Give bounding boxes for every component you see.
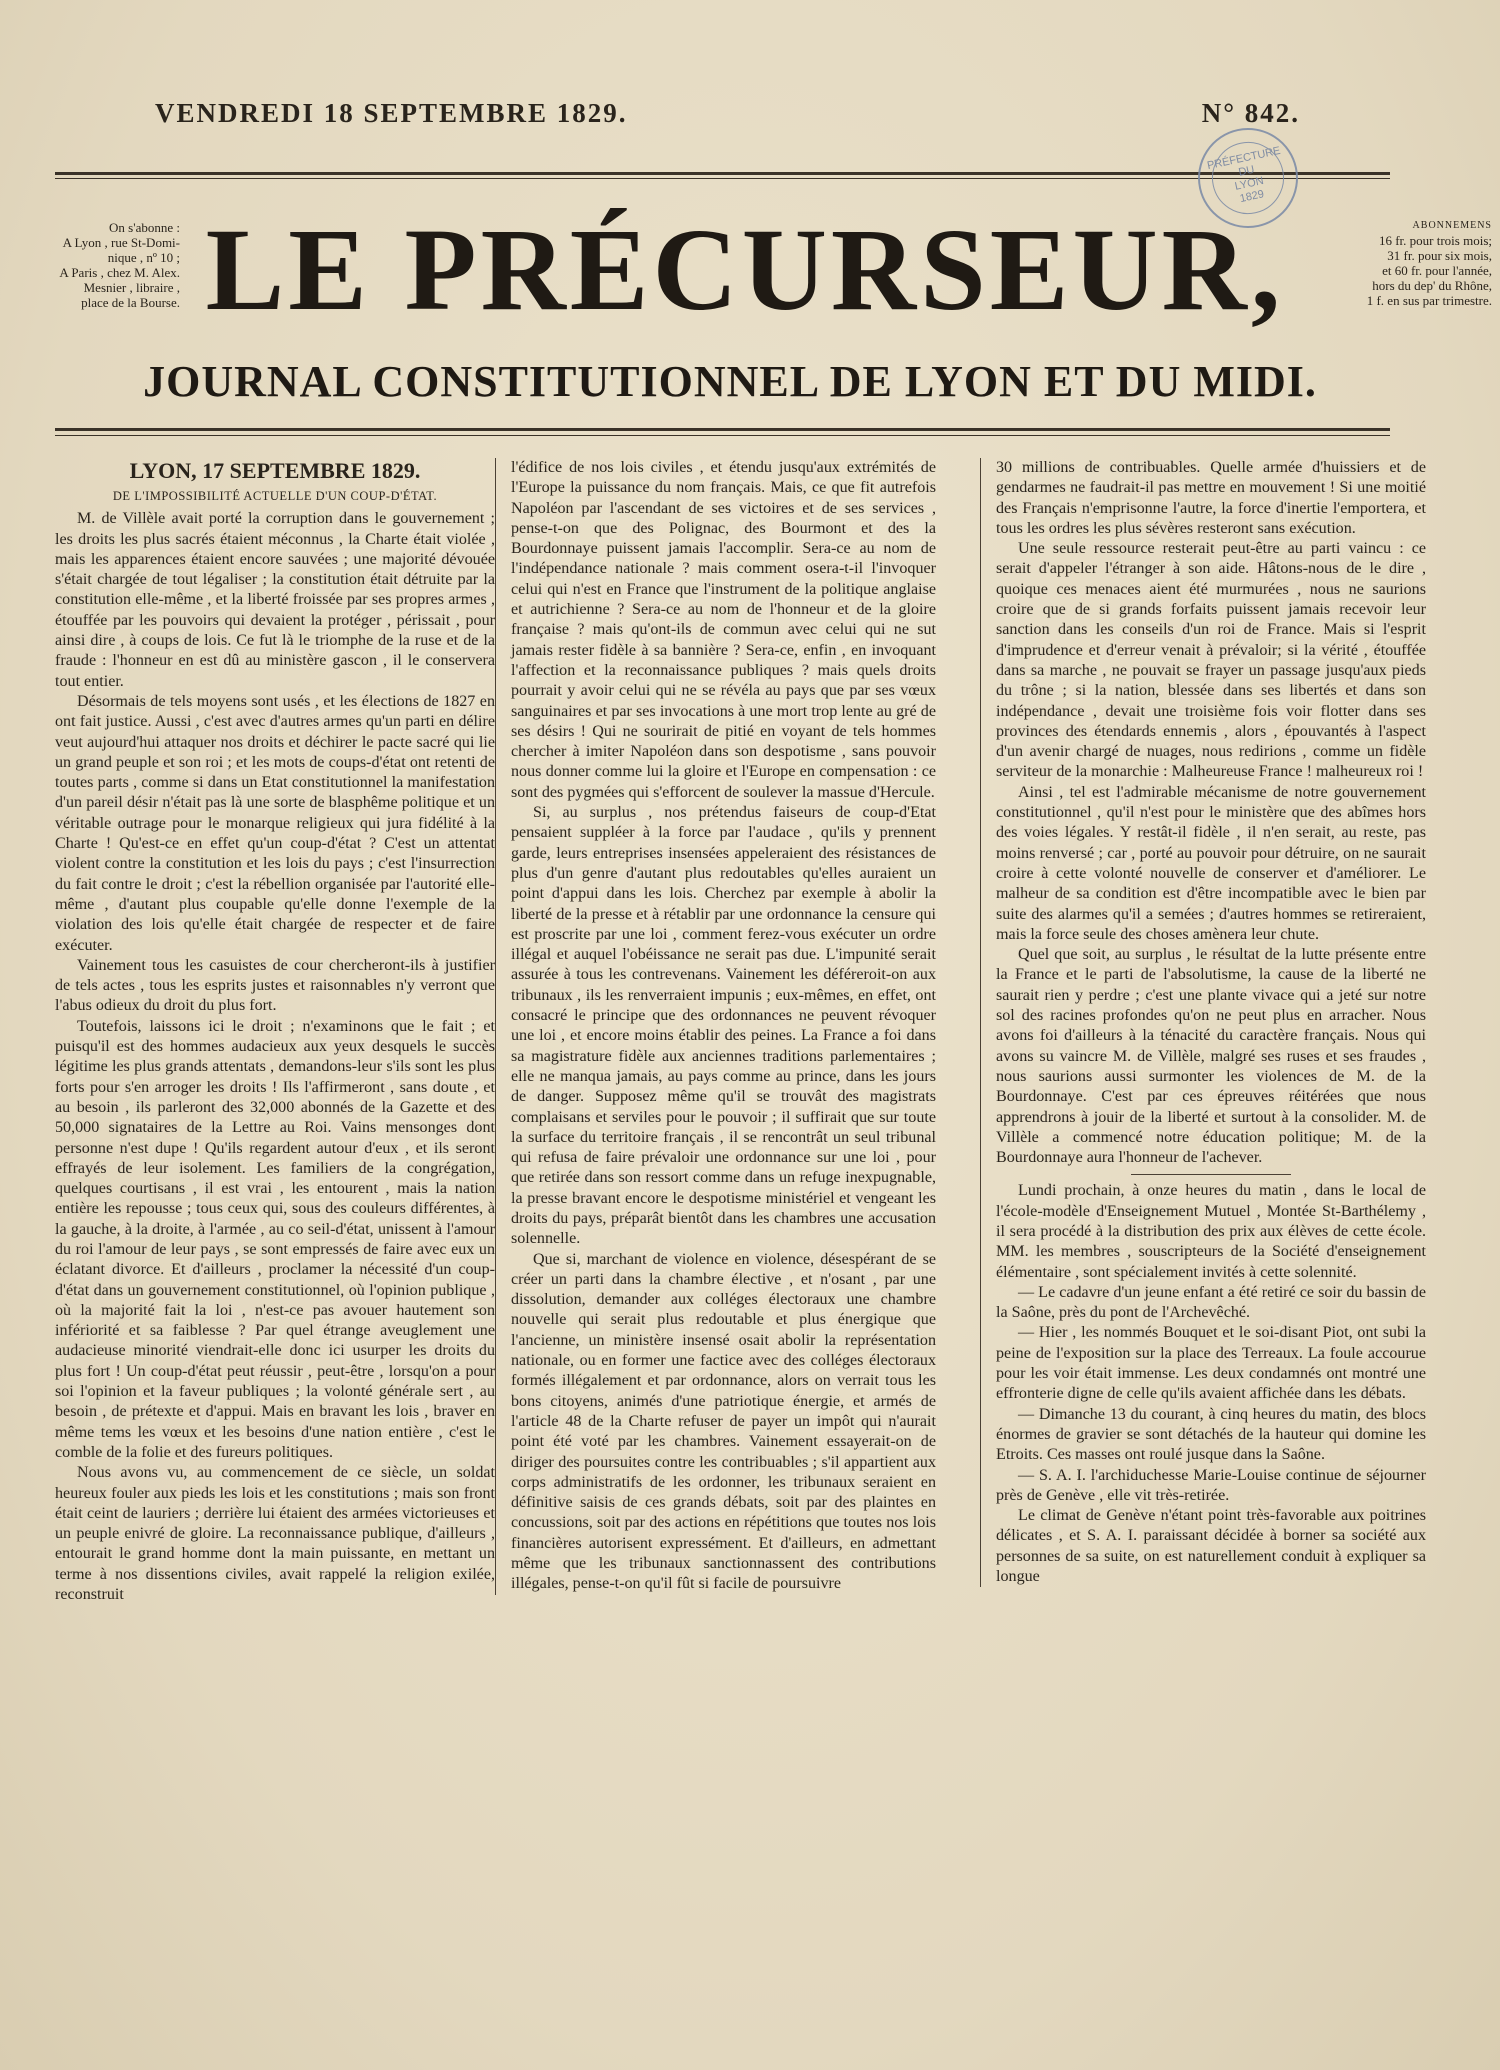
column-3 [980,458,1426,1587]
subscription-line: On s'abonne : [109,220,180,235]
article-headline: LYON, 17 SEPTEMBRE 1829. [129,458,421,483]
subscription-line: et 60 fr. pour l'année, [1382,263,1492,278]
paragraph: 30 millions de contribuables. Quelle armée d'huissiers et de gendarmes ne faudrait-il pas mettre en mouvement ! Si une moitié des Français n'emprisonne l'autre, la force d'inertie l'emportera, et tous les ordres les plus sévères resteront sans exécution. [996,459,1426,537]
paragraph: Que si, marchant de violence en violence, désespérant de se créer un parti dans la chambre élective , et n'osant , par une dissolution, demander aux colléges électoraux une chambre nouvelle qui serait plus redoutable et plus énergique que l'ancienne, un ministère insensé osait abolir la représentation nationale, ou en former une factice avec des colléges électoraux formés illégalement et par ordonnance, alors on verrait tous les bons citoyens, animés d'une patriotique énergie, et armés de l'article 48 de la Charte refuser de payer un impôt qui n'aurait point été voté par les chambres. Vainement essayerait-on de diriger des poursuites contre les contribuables ; s'il appartient aux corps administratifs de les ordonner, les tribunaux seraient en définitive saisis de ces grands débats, soit par des plaintes en concussions, soit par des actions en répétitions que toutes nos lois financières autorisent expressément. Et d'ailleurs, en admettant même que les tribunaux sanctionnassent des contributions illégales, pense-t-on qu'il fût si facile de poursuivre [511,1250,936,1593]
section-divider [1131,1174,1291,1175]
dateline [155,98,1300,138]
subscription-line: hors du dep' du Rhône, [1372,278,1492,293]
article-columns [55,458,1445,2058]
masthead-rule [55,428,1390,431]
subscription-heading: ABONNEMENS [1412,220,1492,231]
newspaper-title: LE PRÉCURSEUR, [205,204,1285,335]
paragraph: Désormais de tels moyens sont usés , et les élections de 1827 en ont fait justice. Aussi , c'est avec d'autres armes qu'un parti en délire veut aujourd'hui attaquer nos droits et déchirer le pacte sacré qui lie un grand peuple et son roi ; et les mots de coups-d'état ont retenti de toutes parts , comme si dans un Etat constitutionnel la manifestation d'un pareil désir n'était pas là une sorte de blasphême politique et un véritable outrage pour le monarque religieux qui jura fidélité à la Charte ! Qu'est-ce en effet qu'un coup-d'état ? C'est un attentat violent contre la constitution et les lois du pays ; c'est l'insurrection du fait contre le droit ; c'est la rébellion organisée par l'autorité elle-même , d'autant plus coupable qu'elle donne l'exemple de la violation des lois qu'elle était chargée de respecter et de faire exécuter. [55,692,495,954]
paragraph: Ainsi , tel est l'admirable mécanisme de notre gouvernement constitutionnel , qu'il n'est pour le ministère que des abîmes hors des voies légales. Y restât-il fidèle , il n'en serait, au reste, pas moins renversé ; car , porté au pouvoir pour détruire, on ne saurait croire à cette volonté nouvelle de conserver et d'améliorer. Le malheur de sa condition est d'être incompatible avec le bien par suite des alarmes qu'il a semées ; d'autres hommes se retireraient, mais la force seule des choses amènera leur chute. [996,783,1426,943]
paragraph: Si, au surplus , nos prétendus faiseurs de coup-d'Etat pensaient suppléer à la force par l'audace , qu'ils y prennent garde, leurs entreprises insensées appeleraient des résistances de plus d'un genre d'autant plus redoutables qu'elles auraient un point d'appui dans les lois. Cherchez par exemple à abolir la liberté de la presse et à rétablir par une ordonnance la censure qui est proscrite par une loi , comment ferez-vous exécuter un ordre illégal et auquel l'obéissance ne serait pas due. L'impunité serait assurée à tous les contrevenans. Vainement les déféreroit-on aux tribunaux , ils les renverraient impunis ; eux-mêmes, en effet, ont consacré le principe que des ordonnances ne peuvent révoquer une loi , et encore moins établir des peines. La France a foi dans sa magistrature fidèle aux anciennes traditions parlementaires ; elle ne manqua jamais, au pays comme au prince, dans les jours de danger. Supposez même qu'il se trouvât des magistrats complaisans et serviles pour le pouvoir ; il suffirait que sur toute la surface du territoire français , il se rencontrât un seul tribunal qui refusa de faire prévaloir une ordonnance sur une loi , pour que retirée dans son ressort comme dans un refuge inexpugnable, la presse bravant encore le despotisme ministériel et vengeant les droits du pays, préparât bientôt dans les chambres une accusation solennelle. [511,804,936,1248]
paragraph: M. de Villèle avait porté la corruption dans le gouvernement ; les droits les plus sacrés étaient méconnus , la Charte était violée , mais les apparences étaient encore sauvées ; une majorité dévouée s'était chargée de tout légaliser ; la constitution était détruite par la constitution elle-même , et la liberté froissée par ses propres armes , étouffée par les pouvoirs qui devaient la protéger , périssait , pour ainsi dire , à coups de lois. Ce fut là le triomphe de la ruse et de la fraude : l'honneur en est dû au ministère gascon , il le conservera tout entier. [55,510,495,690]
paragraph: l'édifice de nos lois civiles , et étendu jusqu'aux extrémités de l'Europe la puissance du nom français. Mais, ce que fit autrefois Napoléon par l'ascendant de ses victoires et de ses services , pense-t-on que des Polignac, des Bourmont et des la Bourdonnaye puissent jamais l'accomplir. Sera-ce au nom de l'indépendance nationale ? mais comment osera-t-il l'invoquer celui qui n'est en France que l'instrument de la politique anglaise et autrichienne ? Sera-ce au nom de l'honneur et de la gloire française ? mais qu'ont-ils de commun avec celui qui ne sut jamais rester fidèle à sa bannière ? Sera-ce, enfin , en invoquant l'affection et la reconnaissance publiques ? mais quels droits pourrait y avoir celui qui ne se révéla au pays que par ses vœux sanguinaires et par ses invocations à une mort trop lente au gré de ses désirs ! Qui ne sourirait de pitié en voyant de tels hommes chercher à imiter Napoléon dans son despotisme , sans pouvoir nous donner comme lui la gloire et l'Europe en compensation : ce sont des pygmées qui s'efforcent de soulever la massue d'Hercule. [511,459,936,801]
subscription-line: place de la Bourse. [81,295,180,310]
issue-number: N° 842. [1201,98,1300,128]
issue-date: VENDREDI 18 SEPTEMBRE 1829. [155,98,628,128]
paragraph: Nous avons vu, au commencement de ce siècle, un soldat heureux fouler aux pieds les lois et les constitutions ; mais son front était ceint de lauriers ; derrière lui étaient des armées victorieuses et un peuple enivré de gloire. La reconnaissance publique, d'ailleurs , entourait le grand homme dont la main puissante, en mettant un terme à nos dissentions civiles, avait rappelé la religion exilée, reconstruit [55,1464,495,1604]
paragraph: Toutefois, laissons ici le droit ; n'examinons que le fait ; et puisqu'il est des hommes audacieux aux yeux desquels le succès légitime les plus grands attentats , demandons-leur s'ils sont les plus forts pour s'en arroger les droits ! Ils l'affirmeront , sans doute , et au besoin , ils parleront des 32,000 abonnés de la Gazette et des 50,000 signataires de la Lettre au Roi. Vains mensonges dont personne n'est dupe ! Qu'ils regardent autour d'eux , et ils seront effrayés de leur isolement. Les familiers de la congrégation, quelques courtisans , il est vrai , les entourent , mais la nation entière les repousse ; tous ceux qui, sous des couleurs différentes, à la gauche, à la droite, à l'armée , au co seil-d'état, unissent à l'amour du roi l'amour de leur pays , se sont empressés de faire avec eux un éclatant divorce. Et d'ailleurs , proclamer la nécessité d'un coup-d'état dans un gouvernement constitutionnel, où l'opinion publique , où la majorité fait la loi , n'est-ce pas avouer hautement son infériorité et sa faiblesse ? Par quel étrange aveuglement une audacieuse minorité viendrait-elle donc ici usurper les droits du plus fort ! Un coup-d'état peut réussir , peut-être , lorsqu'on a pour soi l'opinion et la faveur publiques ; la volonté générale sert , au besoin , de prétexte et d'appui. Mais en bravant les lois , braver en même tems les vœux et les besoins d'une nation entière , c'est le comble de la folie et des fureurs politiques. [55,1017,495,1461]
news-item: Le climat de Genève n'étant point très-favorable aux poitrines délicates , et S. A. I. paraissant décidée à borner sa société aux personnes de sa suite, on est naturellement conduit à expliquer sa longue [996,1507,1426,1586]
subscription-line: A Paris , chez M. Alex. [59,265,180,280]
subscription-line: Mesnier , libraire , [83,280,180,295]
subscription-line: nique , nº 10 ; [107,250,180,265]
subscription-info-left [40,220,180,310]
news-item: — S. A. I. l'archiduchesse Marie-Louise continue de séjourner près de Genève , elle vit très-retirée. [996,1466,1426,1504]
paragraph: Quel que soit, au surplus , le résultat de la lutte présente entre la France et le parti de l'absolutisme, la cause de la liberté ne saurait rien y perdre ; c'est une plante vivace qui a jeté sur notre sol des racines profondes qu'on ne peut plus en arracher. Nous avons foi d'ailleurs à la ténacité du caractère français. Nous qui avons su vaincre M. de Villèle, malgré ses ruses et ses fraudes , nous saurions aussi surmonter les violences de M. de la Bourdonnaye. C'est par ces épreuves réitérées que nous apprendrons à jouir de la liberté et surtout à la consolider. M. de Villèle a commencé notre éducation politique; M. de la Bourdonnaye aura l'honneur de l'achever. [996,946,1426,1167]
newspaper-subtitle: JOURNAL CONSTITUTIONNEL DE LYON ET DU MIDI. [143,357,1317,406]
news-item: Lundi prochain, à onze heures du matin , dans le local de l'école-modèle d'Enseignement Mutuel , Montée St-Barthélemy , il sera procédé à la distribution des prix aux élèves de cette école. MM. les membres , souscripteurs de la Société d'enseignement élémentaire , sont spécialement invités à cette solennité. [996,1182,1426,1281]
top-rule [55,172,1390,175]
stamp-line: 1829 [1238,188,1266,206]
subscription-info-right [1292,218,1492,308]
column-1 [55,458,495,1605]
stamp-line: LYON [1233,174,1265,193]
article-subheading: DE L'IMPOSSIBILITÉ ACTUELLE D'UN COUP-D'ÉTAT. [112,489,438,503]
news-item: — Le cadavre d'un jeune enfant a été retiré ce soir du bassin de la Saône, près du pont de l'Archevêché. [996,1283,1426,1322]
top-rule-thin [55,178,1390,179]
stamp-line: PRÉFECTURE DU [1206,144,1282,179]
subscription-line: 16 fr. pour trois mois; [1378,233,1492,248]
subscription-line: A Lyon , rue St-Domi- [62,235,180,250]
column-2 [495,458,936,1595]
paragraph: Une seule ressource resterait peut-être au parti vaincu : ce serait d'appeler l'étranger à son aide. Hâtons-nous de le dire , quoique ces menaces aient été murmurées , nous ne saurions croire que de si grands forfaits puissent jamais recevoir leur sanction dans les conseils d'un roi de France. Mais si l'esprit d'imprudence et d'erreur venait à prévaloir; si la vérité , étouffée dans sa marche , ne pouvait se frayer un passage jusqu'aux pieds du trône ; si la nation, blessée dans ses libertés et dans son indépendance , devait une troisième fois voir flotter dans ses provinces des étendards ennemis , alors , épouvantés à l'aspect d'un avenir chargé de nuages, nous redirions , comme un fidèle serviteur de la monarchie : Malheureuse France ! malheureux roi ! [996,540,1426,781]
news-item: — Hier , les nommés Bouquet et le soi-disant Piot, ont subi la peine de l'exposition sur la place des Terreaux. La foule accourue pour les voir était immense. Les deux condamnés ont montré une effronterie digne de celle qu'ils avaient affichée dans les débats. [996,1324,1426,1403]
subscription-line: 1 f. en sus par trimestre. [1366,293,1492,308]
masthead-rule-thin [55,435,1390,436]
news-item: — Dimanche 13 du courant, à cinq heures du matin, des blocs énormes de gravier se sont détachés de la hauteur qui domine les Etroits. Ces masses ont roulé jusque dans la Saône. [996,1405,1426,1464]
subscription-line: 31 fr. pour six mois, [1387,248,1492,263]
paragraph: Vainement tous les casuistes de cour chercheront-ils à justifier de tels actes , tous les esprits justes et raisonnables n'y verront que l'abus odieux du droit du plus fort. [55,956,495,1015]
